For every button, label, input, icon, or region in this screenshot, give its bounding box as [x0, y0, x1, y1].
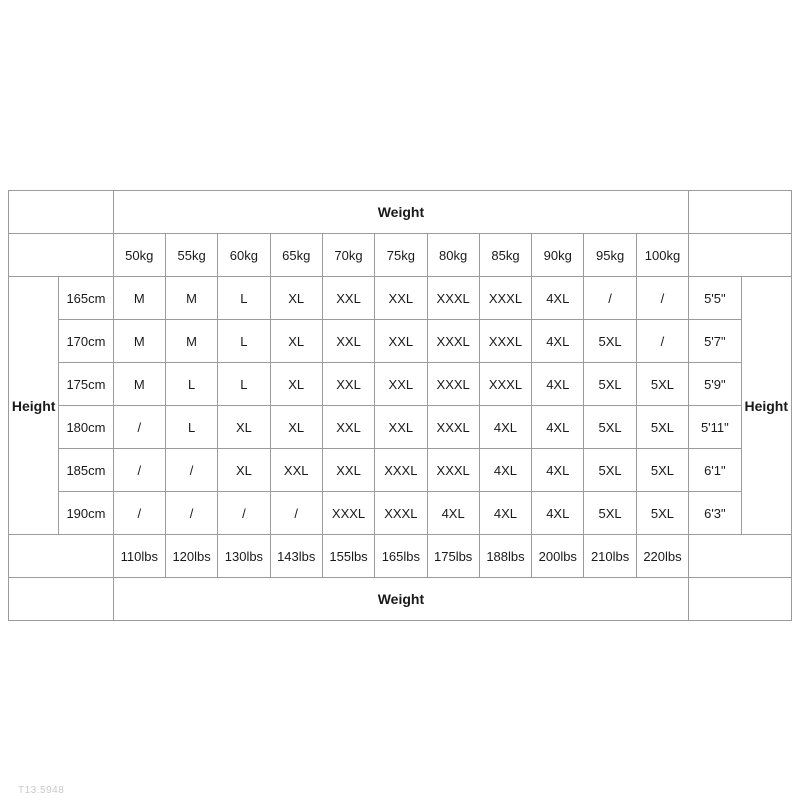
corner-blank: [9, 234, 114, 277]
size-cell: XXXL: [427, 363, 479, 406]
table-row: [9, 578, 792, 621]
size-cell: XL: [270, 277, 322, 320]
weight-header-top: Weight: [113, 191, 689, 234]
size-cell: XXL: [322, 320, 374, 363]
size-cell: XXXL: [479, 320, 531, 363]
size-cell: XL: [218, 406, 270, 449]
size-cell: M: [113, 320, 165, 363]
size-cell: 4XL: [479, 449, 531, 492]
size-cell: XXXL: [427, 449, 479, 492]
size-cell: 5XL: [584, 449, 636, 492]
size-cell: 4XL: [479, 406, 531, 449]
height-cm-label: 190cm: [59, 492, 113, 535]
size-cell: 4XL: [427, 492, 479, 535]
weight-kg-label: 95kg: [584, 234, 636, 277]
size-cell: /: [165, 492, 217, 535]
corner-blank: [689, 234, 792, 277]
corner-blank: [9, 535, 114, 578]
height-cm-label: 170cm: [59, 320, 113, 363]
weight-kg-label: 65kg: [270, 234, 322, 277]
weight-header-bottom: Weight: [113, 578, 689, 621]
table-row: [9, 492, 792, 535]
height-ft-label: 5'5": [689, 277, 741, 320]
weight-kg-label: 60kg: [218, 234, 270, 277]
size-cell: L: [218, 320, 270, 363]
height-ft-label: 5'7": [689, 320, 741, 363]
size-cell: XXL: [375, 277, 427, 320]
height-cm-label: 175cm: [59, 363, 113, 406]
size-cell: XL: [270, 406, 322, 449]
size-cell: 4XL: [479, 492, 531, 535]
table-row: [9, 535, 792, 578]
size-cell: L: [165, 406, 217, 449]
weight-lbs-label: 155lbs: [322, 535, 374, 578]
size-cell: 5XL: [584, 492, 636, 535]
size-cell: M: [165, 320, 217, 363]
corner-blank-topright: [689, 191, 792, 234]
size-cell: 5XL: [636, 406, 688, 449]
table-row: [9, 191, 792, 234]
table-row: [9, 449, 792, 492]
size-cell: XXL: [322, 449, 374, 492]
size-cell: 5XL: [636, 363, 688, 406]
weight-kg-label: 100kg: [636, 234, 688, 277]
size-cell: M: [113, 277, 165, 320]
size-cell: /: [113, 449, 165, 492]
weight-kg-label: 55kg: [165, 234, 217, 277]
size-cell: XXL: [375, 320, 427, 363]
weight-lbs-label: 143lbs: [270, 535, 322, 578]
size-chart-table: [8, 190, 792, 621]
size-cell: L: [165, 363, 217, 406]
weight-kg-label: 80kg: [427, 234, 479, 277]
size-cell: XL: [218, 449, 270, 492]
size-cell: 5XL: [584, 363, 636, 406]
size-cell: 5XL: [584, 406, 636, 449]
height-header-right: Height: [741, 277, 791, 535]
weight-lbs-label: 175lbs: [427, 535, 479, 578]
table-row: [9, 363, 792, 406]
corner-blank-topleft: [9, 191, 114, 234]
weight-lbs-label: 220lbs: [636, 535, 688, 578]
size-cell: 4XL: [532, 449, 584, 492]
weight-lbs-label: 120lbs: [165, 535, 217, 578]
table-row: [9, 320, 792, 363]
height-cm-label: 185cm: [59, 449, 113, 492]
size-cell: /: [584, 277, 636, 320]
size-cell: /: [636, 320, 688, 363]
chart-code: T13.5948: [18, 785, 65, 796]
weight-lbs-label: 188lbs: [479, 535, 531, 578]
size-cell: XXL: [322, 363, 374, 406]
size-cell: XXXL: [375, 492, 427, 535]
size-cell: /: [636, 277, 688, 320]
table-row: [9, 234, 792, 277]
size-cell: 5XL: [636, 449, 688, 492]
size-cell: XXXL: [427, 320, 479, 363]
size-cell: XXXL: [427, 277, 479, 320]
weight-kg-label: 75kg: [375, 234, 427, 277]
size-cell: XXXL: [427, 406, 479, 449]
weight-kg-label: 50kg: [113, 234, 165, 277]
size-cell: /: [165, 449, 217, 492]
height-ft-label: 6'1": [689, 449, 741, 492]
height-cm-label: 165cm: [59, 277, 113, 320]
corner-blank-bottomright: [689, 578, 792, 621]
size-cell: /: [270, 492, 322, 535]
size-cell: 4XL: [532, 277, 584, 320]
size-cell: /: [113, 492, 165, 535]
size-cell: XXL: [375, 406, 427, 449]
weight-kg-label: 85kg: [479, 234, 531, 277]
table-row: [9, 406, 792, 449]
weight-lbs-label: 130lbs: [218, 535, 270, 578]
size-cell: XL: [270, 363, 322, 406]
size-cell: XXL: [270, 449, 322, 492]
size-cell: XXXL: [479, 363, 531, 406]
size-cell: 4XL: [532, 363, 584, 406]
size-cell: XXXL: [375, 449, 427, 492]
weight-lbs-label: 110lbs: [113, 535, 165, 578]
table-row: [9, 277, 792, 320]
size-cell: XL: [270, 320, 322, 363]
height-ft-label: 6'3": [689, 492, 741, 535]
weight-kg-label: 90kg: [532, 234, 584, 277]
size-cell: 5XL: [636, 492, 688, 535]
weight-kg-label: 70kg: [322, 234, 374, 277]
height-cm-label: 180cm: [59, 406, 113, 449]
size-cell: L: [218, 277, 270, 320]
weight-lbs-label: 210lbs: [584, 535, 636, 578]
weight-lbs-label: 165lbs: [375, 535, 427, 578]
size-cell: 4XL: [532, 492, 584, 535]
size-chart-container: [8, 190, 792, 796]
height-header-left: Height: [9, 277, 59, 535]
corner-blank: [689, 535, 792, 578]
size-cell: 4XL: [532, 406, 584, 449]
size-cell: XXXL: [322, 492, 374, 535]
height-ft-label: 5'9": [689, 363, 741, 406]
corner-blank-bottomleft: [9, 578, 114, 621]
size-cell: XXXL: [479, 277, 531, 320]
size-cell: L: [218, 363, 270, 406]
size-cell: 4XL: [532, 320, 584, 363]
weight-lbs-label: 200lbs: [532, 535, 584, 578]
size-cell: XXL: [322, 277, 374, 320]
size-cell: /: [218, 492, 270, 535]
height-ft-label: 5'11": [689, 406, 741, 449]
size-cell: /: [113, 406, 165, 449]
size-cell: 5XL: [584, 320, 636, 363]
size-cell: XXL: [375, 363, 427, 406]
size-cell: XXL: [322, 406, 374, 449]
size-cell: M: [113, 363, 165, 406]
size-cell: M: [165, 277, 217, 320]
